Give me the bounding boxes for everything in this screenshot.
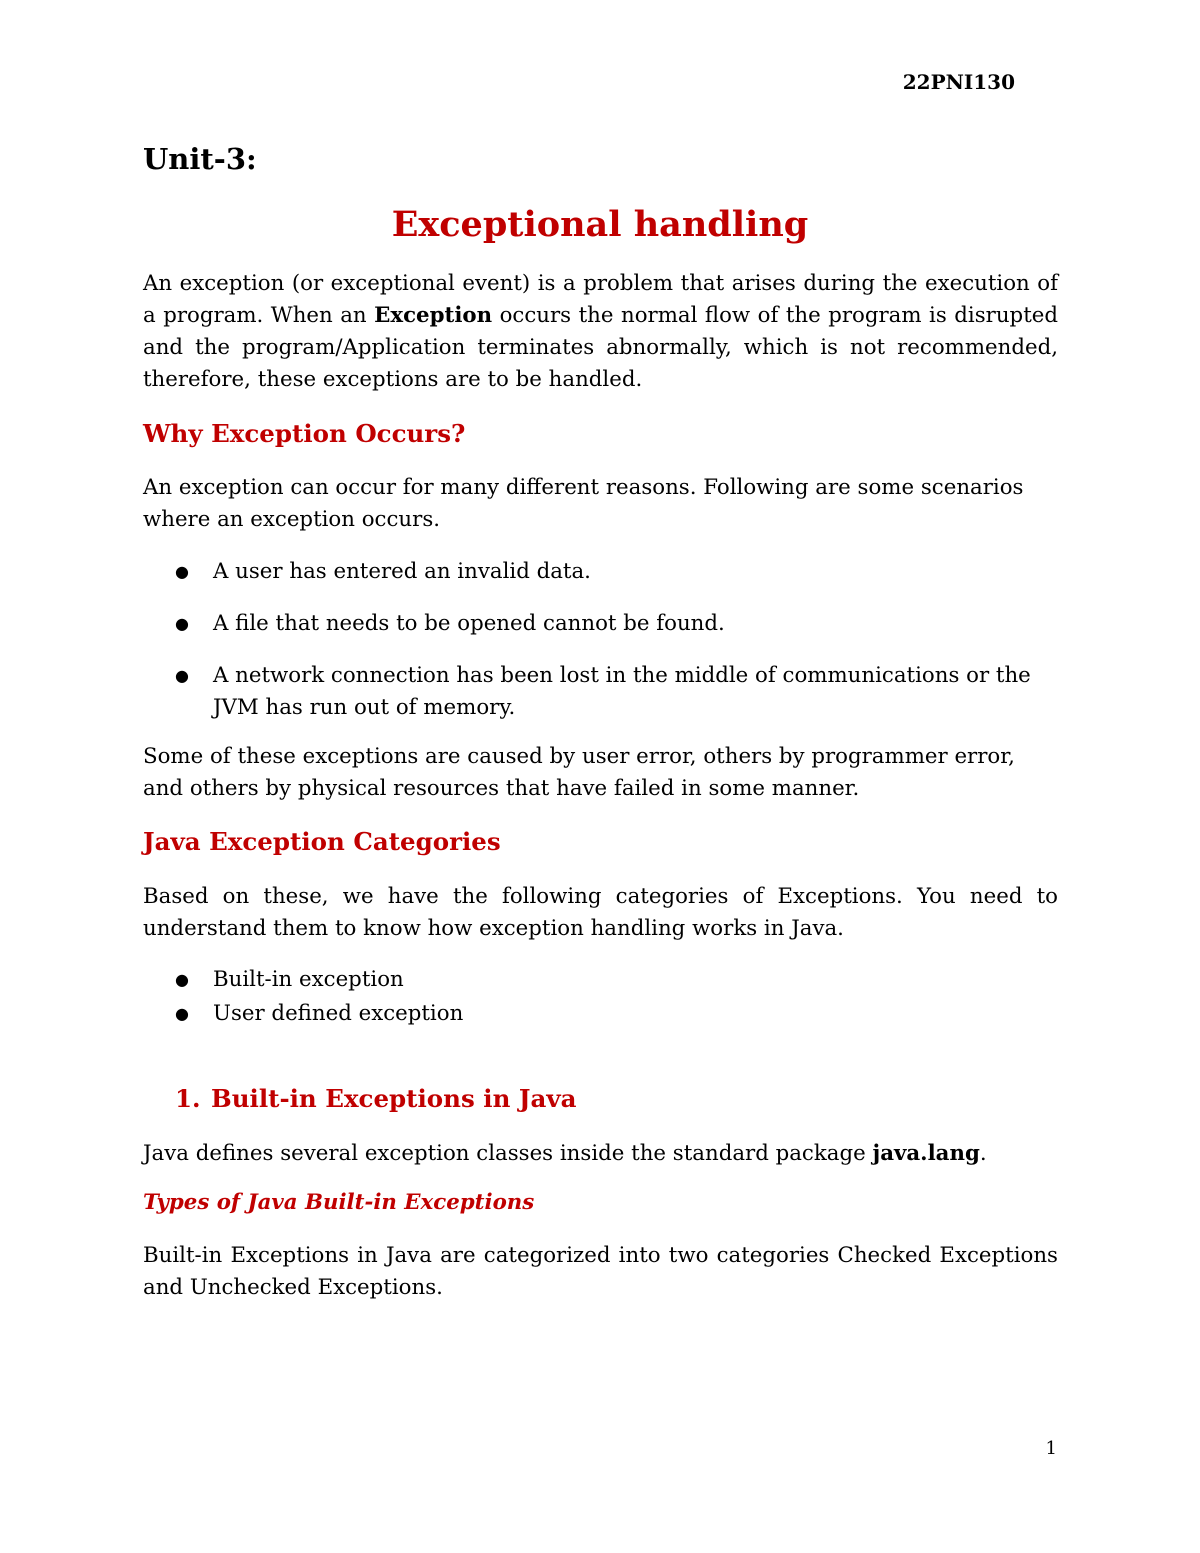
list-item — [143, 998, 1073, 1030]
bullet-dot-icon: ● — [175, 666, 189, 685]
package-name: java.lang — [872, 1141, 980, 1166]
page-title: Exceptional handling — [391, 204, 809, 245]
intro-paragraph — [143, 268, 1058, 396]
page-number: 1 — [1045, 1438, 1057, 1459]
bullet-dot-icon: ● — [175, 970, 189, 989]
list-item — [143, 556, 1073, 588]
builtin-heading — [175, 1084, 577, 1113]
section-number: 1. — [175, 1084, 201, 1113]
types-subheading: Types of Java Built-in Exceptions — [143, 1190, 535, 1215]
list-item-text: Built-in exception — [213, 967, 404, 992]
list-item-text: User defined exception — [213, 1001, 464, 1026]
list-item-text: A file that needs to be opened cannot be found. — [213, 611, 725, 636]
builtin-text-2: . — [979, 1141, 987, 1166]
builtin-paragraph — [143, 1138, 1058, 1170]
why-paragraph: An exception can occur for many different reasons. Following are some scenarios where an exception occurs. — [143, 475, 1024, 532]
list-item — [143, 660, 1073, 724]
intro-text-1: An exception (or exceptional event) is a problem that arises during the execution of a program. When an — [143, 271, 1058, 328]
categories-paragraph: Based on these, we have the following categories of Exceptions. You need to understand them to know how exception handling works in Java. — [143, 884, 1058, 941]
unit-title: Unit-3: — [143, 142, 257, 176]
bullet-dot-icon: ● — [175, 614, 189, 633]
builtin-text-1: Java defines several exception classes inside the standard package — [143, 1141, 873, 1166]
why-closing-paragraph: Some of these exceptions are caused by user error, others by programmer error, and others by physical resources that have failed in some manner. — [143, 744, 1015, 801]
bullet-dot-icon: ● — [175, 1004, 189, 1023]
list-item — [143, 964, 1073, 996]
intro-text-2: occurs the normal flow of the program is disrupted and the program/Application terminates abnormally, which is not recommended, therefore, these exceptions are to be handled. — [143, 303, 1058, 392]
bullet-dot-icon: ● — [175, 562, 189, 581]
header-course-code: 22PNI130 — [902, 70, 1015, 94]
builtin-heading-text: Built-in Exceptions in Java — [211, 1084, 577, 1113]
categories-heading: Java Exception Categories — [143, 827, 501, 856]
list-item-text: A user has entered an invalid data. — [213, 559, 591, 584]
list-item-text: A network connection has been lost in the middle of communications or the JVM has run out of memory. — [213, 663, 1031, 720]
categories-bullet-list — [143, 964, 1073, 1030]
types-paragraph: Built-in Exceptions in Java are categorized into two categories Checked Exceptions and Unchecked Exceptions. — [143, 1243, 1058, 1300]
list-item — [143, 608, 1073, 640]
why-heading: Why Exception Occurs? — [143, 419, 466, 448]
intro-bold-term: Exception — [374, 303, 493, 328]
why-bullet-list — [143, 556, 1073, 724]
